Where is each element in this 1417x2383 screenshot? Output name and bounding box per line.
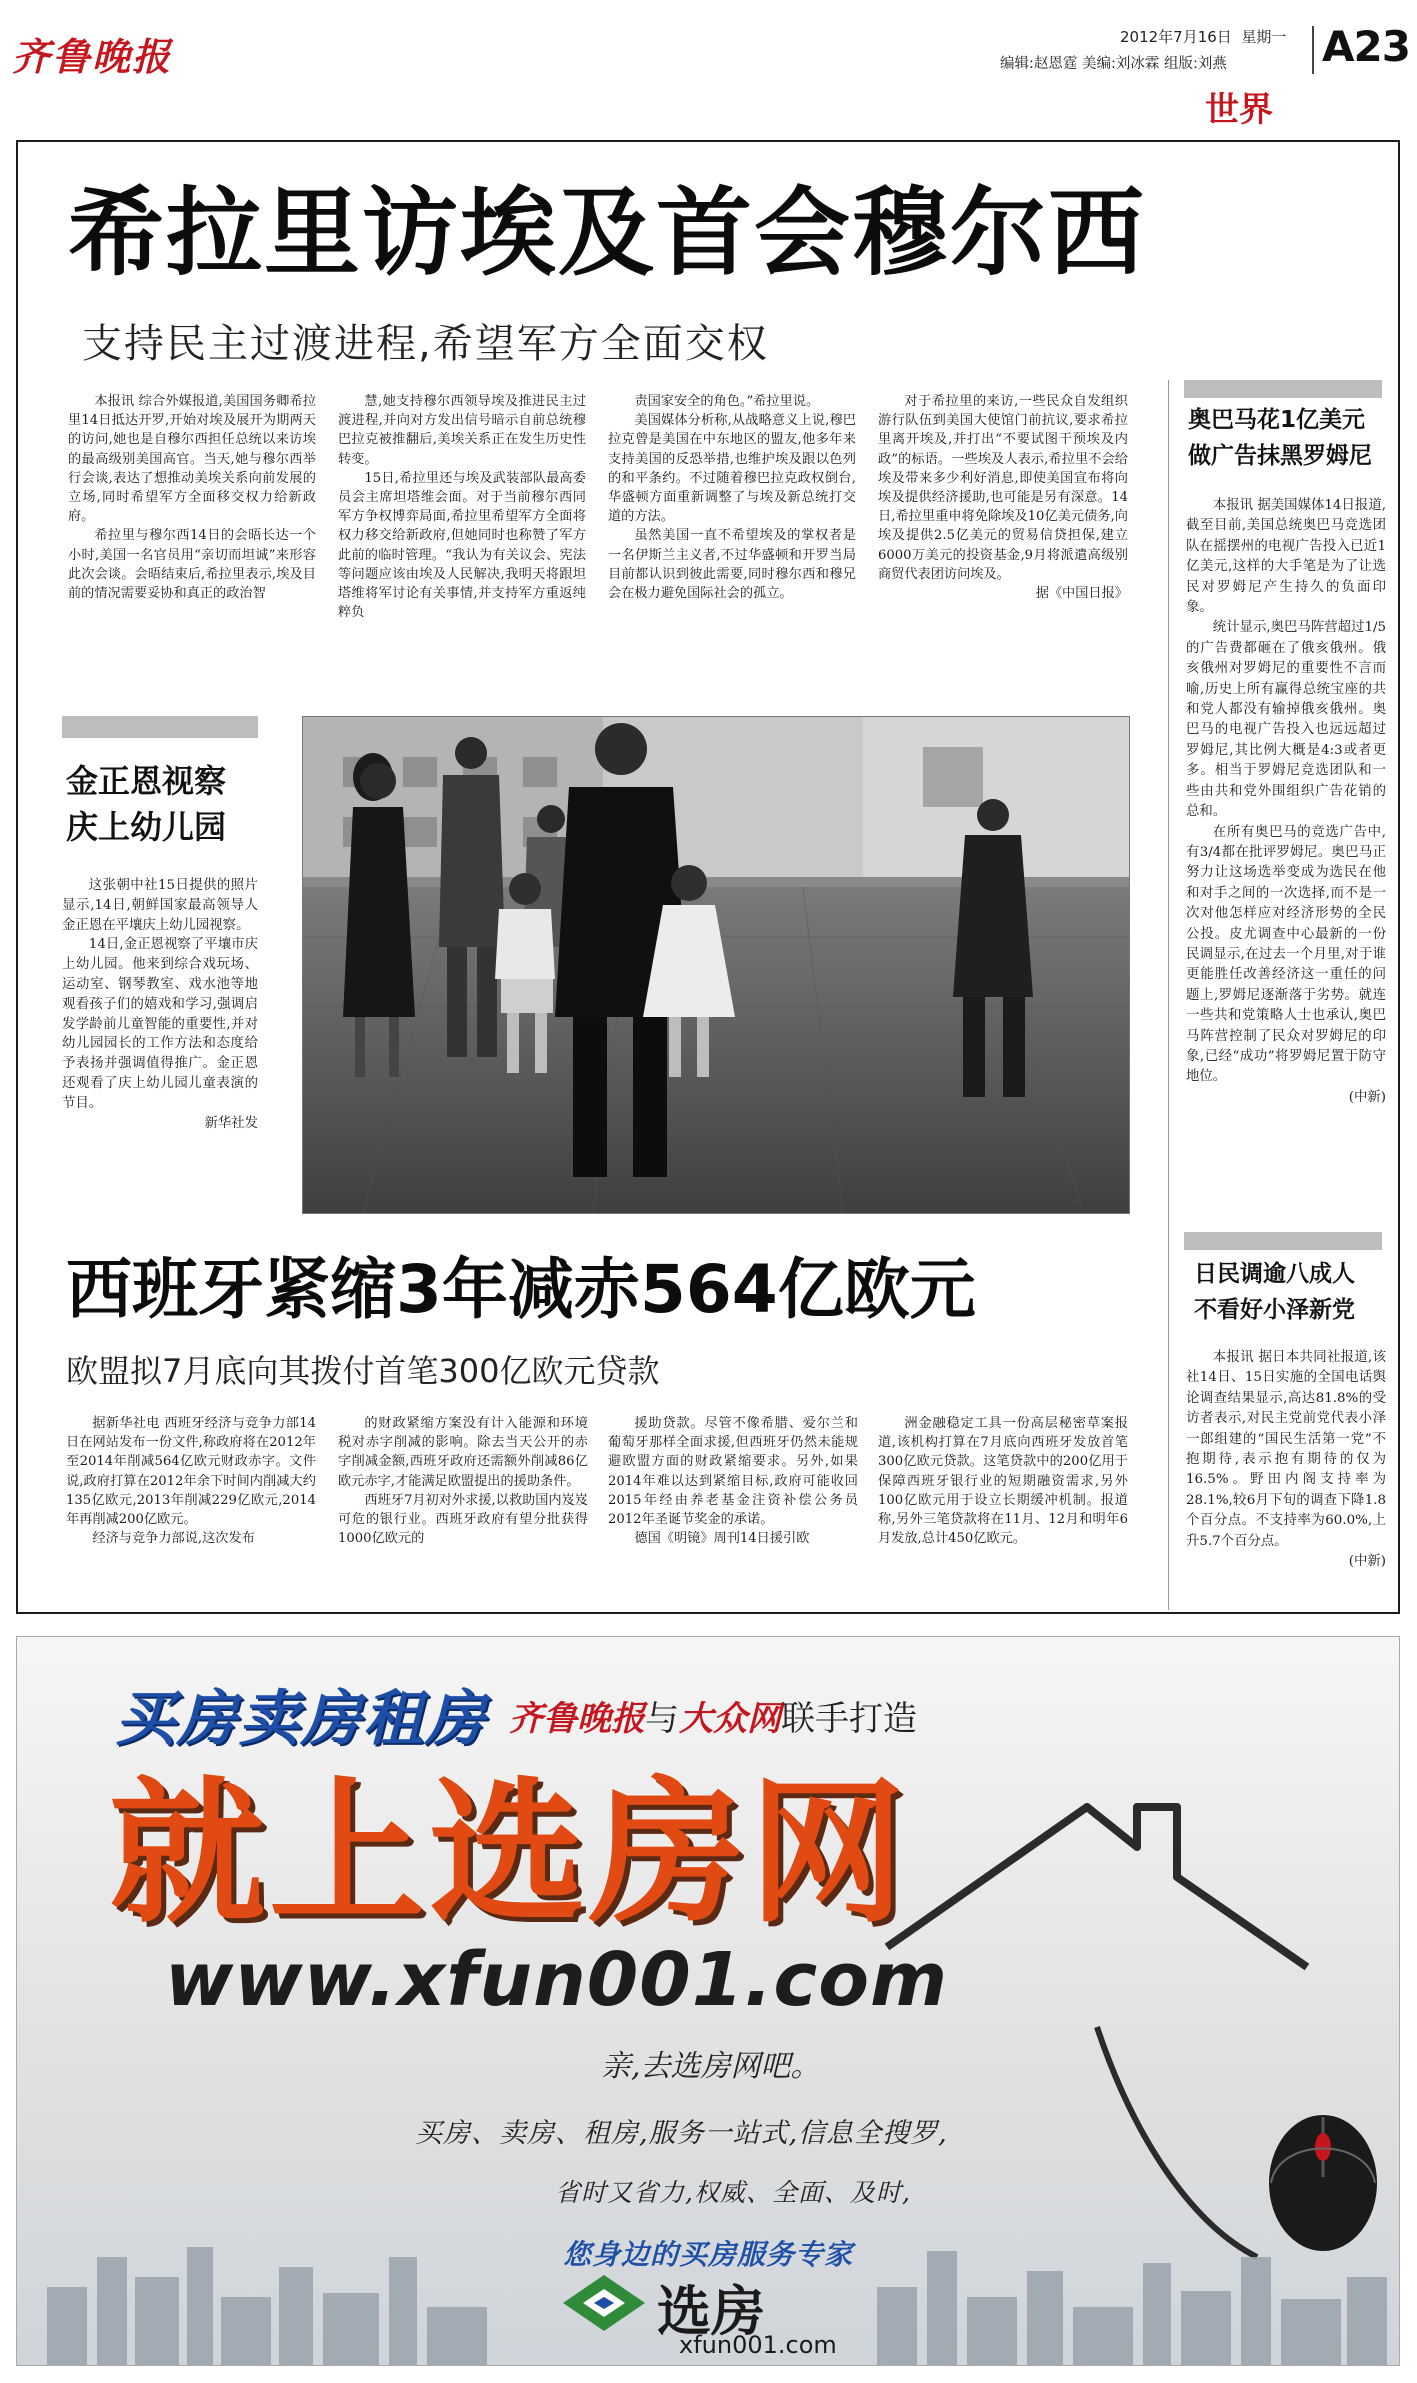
weekday-text: 星期一 [1241, 28, 1287, 46]
news-photo [302, 716, 1130, 1214]
side1-bar [1184, 380, 1382, 398]
photo-story-headline [66, 758, 226, 850]
lead-col4-p1: 对于希拉里的来访,一些民众自发组织游行队伍到美国大使馆门前抗议,要求希拉里离开埃及,并打出“不要试图干预埃及内政”的标语。一些埃及人表示,希拉里不会给埃及带来多少利好消息,即使美国宣布将向埃及提供经济援助,也可能是另有深意。14日,希拉里重申将免除埃及10亿美元债务,向埃及提供2.5亿美元的贸易信贷担保,建立6000万美元的投资基金,9月将派遣高级别商贸代表团访问埃及。 [878, 394, 1128, 582]
side2-headline-2: 不看好小泽新党 [1194, 1297, 1355, 1323]
lead-col1-p2: 希拉里与穆尔西14日的会晤长达一个小时,美国一名官员用“亲切而坦诚”来形容此次会谈。会晤结束后,希拉里表示,埃及目前的情况需要妥协和真正的政治智 [68, 528, 316, 602]
lead-col3-p3: 虽然美国一直不希望埃及的掌权者是一名伊斯兰主义者,不过华盛顿和开罗当局目前都认识到彼此需要,同时穆尔西和穆兄会在极力避免国际社会的孤立。 [608, 528, 856, 602]
side1-p2: 统计显示,奥巴马阵营超过1/5的广告费都砸在了俄亥俄州。俄亥俄州对罗姆尼的重要性不言而喻,历史上所有赢得总统宝座的共和党人都没有输掉俄亥俄州。奥巴马的电视广告投入也远远超过罗姆尼,其比例大概是4:3或者更多。相当于罗姆尼竞选团队和一些由共和党外围组织广告花销的总和。 [1186, 620, 1386, 820]
ad-big-title: 就上选房网 [109, 1762, 909, 1944]
ad-slogan-4: 您身边的买房服务专家 [563, 2238, 854, 2271]
ad-slogan-1: 亲,去选房网吧。 [601, 2049, 821, 2084]
ad-partner-logo-2: 大众网 [679, 1699, 781, 1739]
lead-subhead: 支持民主过渡进程,希望军方全面交权 [82, 321, 769, 367]
page-number: A23 [1322, 22, 1410, 71]
sidebar-rule [1168, 380, 1169, 1610]
spain-col-4 [878, 1414, 1128, 1548]
lead-col2-p2: 15日,希拉里还与埃及武装部队最高委员会主席坦塔维会面。对于当前穆尔西同军方争权博弈局面,希拉里希望军方全面将权力移交给新政府,但她同时也称赞了军方此前的临时管理。“我认为有关议会、宪法等问题应该由埃及人民解决,我明天将跟坦塔维将军讨论有关事情,并支持军方重返纯粹负 [338, 470, 586, 621]
ad-tagline: 买房卖房租房 [115, 1684, 487, 1754]
masthead-divider [1312, 26, 1314, 74]
spain-col2-p1: 的财政紧缩方案没有计入能源和环境税对赤字削减的影响。除去当天公开的赤字削减金额,西班牙政府还需额外削减86亿欧元赤字,才能满足欧盟提出的援助条件。 [338, 1416, 588, 1489]
ad-partner-logo-1: 齐鲁晚报 [509, 1699, 645, 1739]
side2-credit: (中新) [1348, 1554, 1386, 1570]
lead-col-4 [878, 392, 1128, 603]
side2-headline-1: 日民调逾八成人 [1194, 1261, 1355, 1287]
spain-col-1 [66, 1414, 316, 1548]
lead-col3-p2: 美国媒体分析称,从战略意义上说,穆巴拉克曾是美国在中东地区的盟友,他多年来支持美国的反恐举措,也维护埃及跟以色列的和平条约。不过随着穆巴拉克政权倒台,华盛顿方面重新调整了与埃及新总统打交道的方法。 [608, 413, 856, 525]
photo-story-bar [62, 716, 258, 738]
photo-story-headline-1: 金正恩视察 [66, 762, 227, 800]
ad-url: www.xfun001.com [165, 1937, 949, 2023]
ad-partner-join: 与 [645, 1699, 679, 1739]
side1-credit: (中新) [1348, 1089, 1386, 1105]
masthead-date [1120, 26, 1286, 47]
ad-logo-url: xfun001.com [679, 2331, 837, 2359]
spain-col1-p2: 经济与竞争力部说,这次发布 [92, 1531, 255, 1547]
photo-story-p2: 14日,金正恩视察了平壤市庆上幼儿园。他来到综合戏玩场、运动室、钢琴教室、戏水池等地观看孩子们的嬉戏和学习,强调启发学龄前儿童智能的重要性,并对幼儿园园长的工作方法和态度给予表扬并强调值得推广。金正恩还观看了庆上幼儿园儿童表演的节目。 [62, 937, 258, 1111]
lead-credit: 据《中国日报》 [1035, 586, 1128, 602]
news-photo-illustration [303, 717, 1129, 1213]
lead-col1-p1: 本报讯 综合外媒报道,美国国务卿希拉里14日抵达开罗,开始对埃及展开为期两天的访问,她也是自穆尔西担任总统以来访埃的最高级别美国高官。当天,她与穆尔西举行会谈,表达了想推动美埃关系向前发展的立场,同时希望军方全面移交权力给新政府。 [68, 394, 316, 525]
side1-p1: 本报讯 据美国媒体14日报道,截至目前,美国总统奥巴马竞选团队在摇摆州的电视广告投入已近1亿美元,这样的大手笔是为了让选民对罗姆尼产生持久的负面印象。 [1186, 498, 1386, 616]
spain-col2-p2: 西班牙7月初对外求援,以救助国内岌岌可危的银行业。西班牙政府有望分批获得1000亿欧元的 [338, 1492, 588, 1547]
ad-slogan-3: 省时又省力,权威、全面、及时, [555, 2178, 911, 2207]
lead-col3-p1: 责国家安全的角色。”希拉里说。 [634, 394, 820, 409]
side1-headline-2: 做广告抹黑罗姆尼 [1188, 443, 1372, 469]
side2-text [1186, 1348, 1386, 1572]
spain-col4-p1: 洲金融稳定工具一份高层秘密草案报道,该机构打算在7月底向西班牙发放首笔300亿欧元贷款。这笔贷款中的200亿用于保障西班牙银行业的短期融资需求,另外100亿欧元用于设立长期缓冲机制。报道称,另外三笔贷款将在11月、12月和明年6月发放,总计450亿欧元。 [878, 1416, 1128, 1547]
ad-partner-tail: 联手打造 [781, 1699, 917, 1739]
date-text: 2012年7月16日 [1120, 28, 1232, 46]
lead-col-2 [338, 392, 586, 622]
photo-story-text [62, 876, 258, 1133]
lead-col-1 [68, 392, 316, 603]
ad-partners [509, 1691, 917, 1740]
photo-story-headline-2: 庆上幼儿园 [66, 808, 227, 846]
lead-col2-p1: 慧,她支持穆尔西领导埃及推进民主过渡进程,并向对方发出信号暗示自前总统穆巴拉克被推翻后,美埃关系正在发生历史性转变。 [338, 394, 586, 467]
side1-p3: 在所有奥巴马的竞选广告中,有3/4都在批评罗姆尼。奥巴马正努力让这场选举变成为选民在他和对手之间的一次选择,而不是一次对他怎样应对经济形势的全民公投。皮尤调查中心最新的一份民调显示,在过去一个月里,对于谁更能胜任改善经济这一重任的问题上,罗姆尼逐渐落于劣势。就连一些共和党策略人士也承认,奥巴马阵营控制了民众对罗姆尼的印象,已经“成功”将罗姆尼置于防守地位。 [1186, 824, 1386, 1085]
spain-col1-p1: 据新华社电 西班牙经济与竞争力部14日在网站发布一份文件,称政府将在2012年至2014年削减564亿欧元财政赤字。文件说,政府打算在2012年余下时间内削减大约135亿欧元,2013年削减229亿欧元,2014年再削减200亿欧元。 [66, 1416, 316, 1528]
masthead-logo: 齐鲁晚报 [12, 34, 173, 79]
side2-bar [1184, 1232, 1382, 1250]
lead-col-3 [608, 392, 856, 603]
spain-col3-p1: 援助贷款。尽管不像希腊、爱尔兰和葡萄牙那样全面求援,但西班牙仍然未能规避欧盟方面的财政紧缩要求。另外,如果2014年难以达到紧缩目标,政府可能收回2015年经由养老基金注资补偿公务员2012年圣诞节奖金的承诺。 [608, 1416, 858, 1528]
spain-subhead: 欧盟拟7月底向其拨付首笔300亿欧元贷款 [66, 1352, 660, 1390]
ad-slogan-2: 买房、卖房、租房,服务一站式,信息全搜罗, [415, 2118, 948, 2149]
spain-headline: 西班牙紧缩3年减赤564亿欧元 [66, 1251, 976, 1328]
masthead-editors: 编辑:赵恩霆 美编:刘冰霖 组版:刘燕 [1000, 56, 1227, 72]
photo-story-credit: 新华社发 [204, 1115, 258, 1131]
xuanfang-logo-icon [559, 2271, 649, 2341]
spain-col-3 [608, 1414, 858, 1548]
side1-headline [1188, 402, 1372, 474]
spain-col-2 [338, 1414, 588, 1548]
spain-col3-p2: 德国《明镜》周刊14日援引欧 [634, 1531, 810, 1547]
lead-headline: 希拉里访埃及首会穆尔西 [68, 177, 1146, 289]
side1-headline-1: 奥巴马花1亿美元 [1188, 407, 1366, 433]
side2-headline [1194, 1256, 1355, 1328]
ad-logo-text: 选房 [657, 2280, 765, 2343]
ad-banner [16, 1636, 1400, 2366]
side1-text [1186, 496, 1386, 1108]
photo-story-p1: 这张朝中社15日提供的照片显示,14日,朝鲜国家最高领导人金正恩在平壤庆上幼儿园视察。 [62, 878, 258, 933]
section-title: 世界 [1205, 90, 1273, 130]
side2-p1: 本报讯 据日本共同社报道,该社14日、15日实施的全国电话舆论调查结果显示,高达81.8%的受访者表示,对民主党前党代表小泽一郎组建的“国民生活第一党”不抱期待,表示抱有期待的仅为16.5%。野田内阁支持率为28.1%,较6月下旬的调查下降1.8个百分点。不支持率为60.0%,上升5.7个百分点。 [1186, 1350, 1386, 1549]
